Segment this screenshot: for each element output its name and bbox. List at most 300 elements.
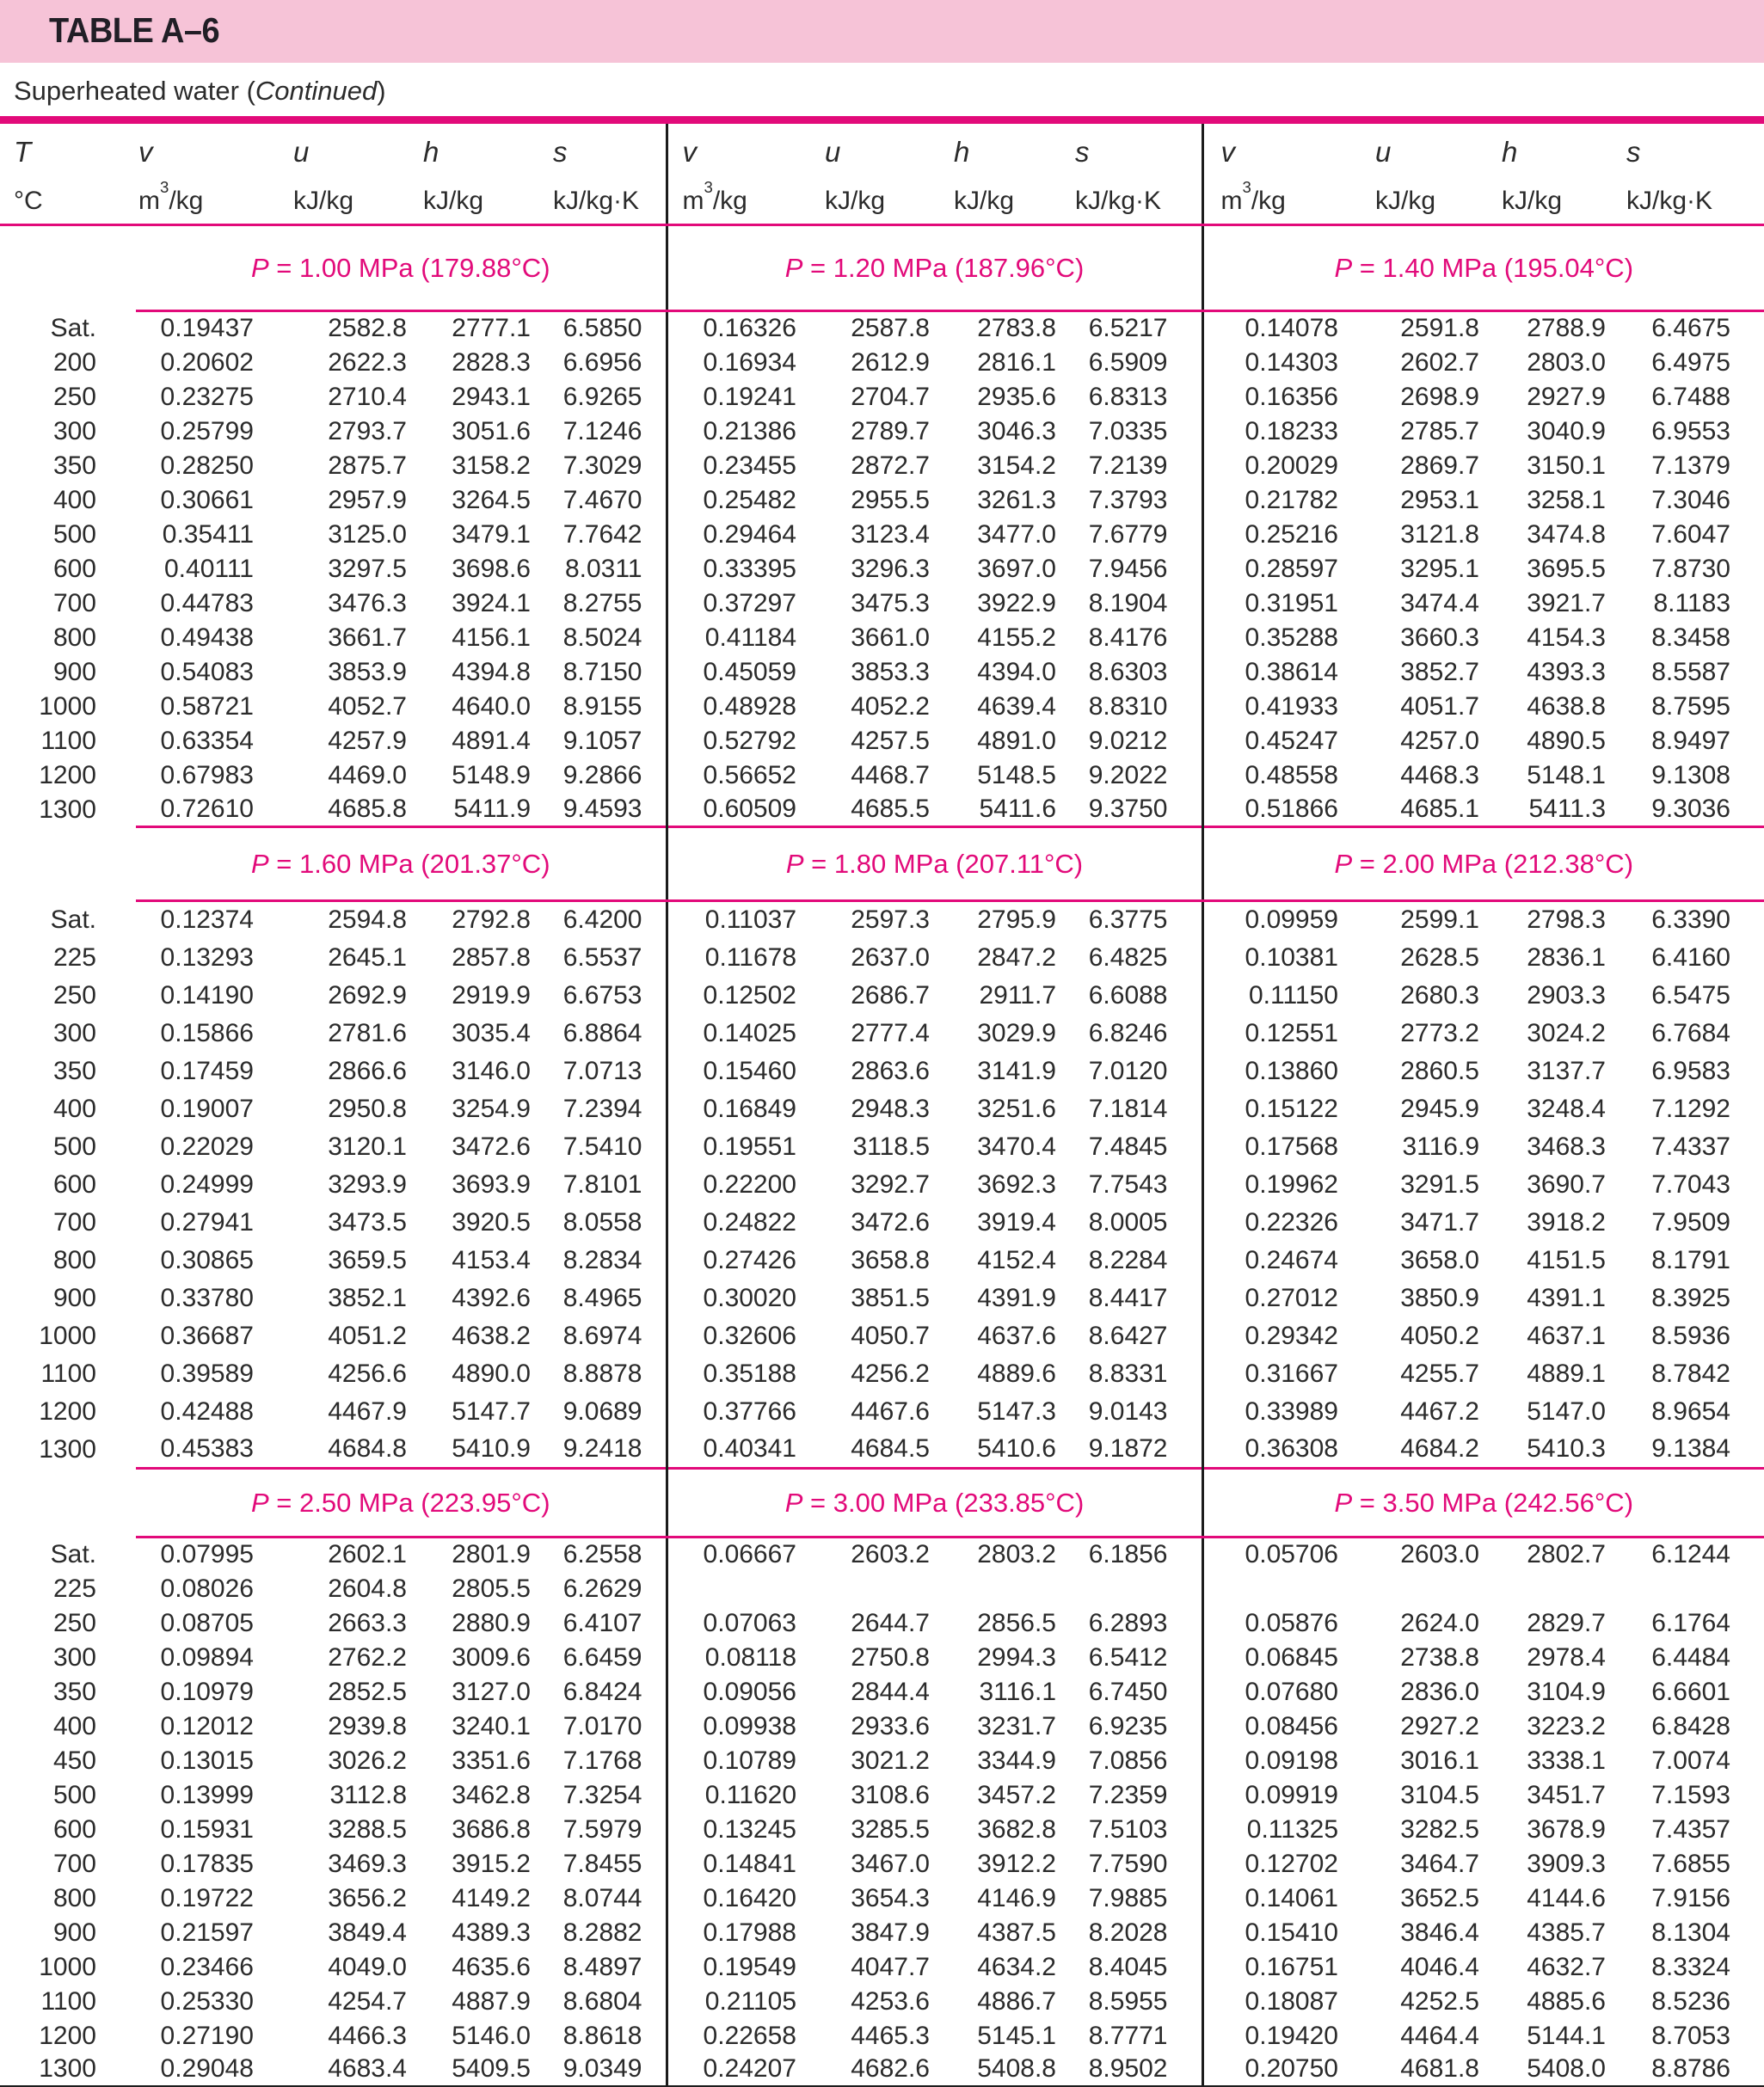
value-cell: 0.22326 — [1202, 1204, 1338, 1242]
temp-cell: 225 — [52, 942, 96, 972]
value-cell: 0.11150 — [1202, 977, 1338, 1015]
value-cell: 7.1593 — [1651, 1780, 1730, 1809]
value-cell: 6.5909 — [1088, 347, 1168, 377]
value-cell: 4391.9 — [977, 1283, 1056, 1312]
value-cell: 4640.0 — [452, 691, 531, 721]
value-cell: 3285.5 — [851, 1814, 930, 1844]
value-cell: 4255.7 — [1400, 1359, 1479, 1388]
value-cell: 2836.1 — [1527, 942, 1606, 972]
value-cell: 2604.8 — [328, 1574, 407, 1603]
value-cell: 5146.0 — [452, 2021, 531, 2050]
value-cell: 2594.8 — [328, 905, 407, 935]
value-cell: 0.30865 — [160, 1245, 254, 1274]
value-cell: 8.7595 — [1651, 691, 1730, 721]
value-cell: 0.13293 — [160, 942, 254, 972]
value-cell: 2798.3 — [1527, 905, 1606, 935]
value-cell: 0.24999 — [160, 1169, 254, 1199]
value-cell: 0.32606 — [667, 1317, 796, 1355]
temp-cell: 400 — [52, 485, 96, 514]
value-cell: 7.2359 — [1088, 1780, 1168, 1809]
col-header-u: u — [825, 136, 841, 168]
value-cell: 0.07063 — [667, 1606, 796, 1641]
value-cell: 3258.1 — [1527, 485, 1606, 514]
value-cell: 8.4417 — [1088, 1283, 1168, 1312]
temp-cell: 1100 — [40, 1986, 96, 2016]
value-cell: 7.1246 — [562, 416, 642, 445]
value-cell: 4469.0 — [328, 760, 407, 789]
value-cell: 3127.0 — [452, 1677, 531, 1706]
value-cell: 2950.8 — [328, 1094, 407, 1123]
value-cell: 0.38614 — [1202, 655, 1338, 690]
value-cell: 7.9885 — [1088, 1883, 1168, 1912]
value-cell: 8.4965 — [562, 1283, 642, 1312]
temp-cell: 200 — [52, 347, 96, 377]
temp-cell: 250 — [52, 980, 96, 1010]
value-cell: 9.0349 — [531, 2053, 667, 2087]
value-cell: 3850.9 — [1400, 1283, 1479, 1312]
value-cell: 3104.9 — [1527, 1677, 1606, 1706]
value-cell: 0.11037 — [667, 901, 796, 939]
value-cell: 3154.2 — [977, 451, 1056, 480]
value-cell: 0.14025 — [667, 1015, 796, 1053]
value-cell: 4052.7 — [328, 691, 407, 721]
col-header-h: h — [1502, 136, 1518, 168]
value-cell: 8.0005 — [1088, 1207, 1168, 1237]
value-cell: 0.21782 — [1202, 483, 1338, 518]
value-cell: 3120.1 — [328, 1132, 407, 1161]
pressure-header: P = 3.50 MPa (242.56°C) — [1202, 1469, 1764, 1538]
value-cell: 3686.8 — [452, 1814, 531, 1844]
value-cell: 9.0689 — [562, 1396, 642, 1426]
value-cell: 4684.5 — [851, 1433, 930, 1463]
temp-cell: 1300 — [39, 795, 96, 824]
value-cell: 4049.0 — [328, 1952, 407, 1981]
value-cell: 2856.5 — [977, 1608, 1056, 1637]
value-cell: 5411.9 — [453, 794, 531, 823]
value-cell: 2792.8 — [452, 905, 531, 935]
value-cell: 5411.6 — [979, 794, 1056, 823]
value-cell: 6.7488 — [1651, 382, 1730, 411]
value-cell: 3468.3 — [1527, 1132, 1606, 1161]
value-cell: 4392.6 — [452, 1283, 531, 1312]
pressure-header: P = 1.80 MPa (207.11°C) — [667, 827, 1202, 901]
value-cell: 8.6303 — [1088, 657, 1168, 686]
value-cell: 7.1814 — [1088, 1094, 1168, 1123]
value-cell: 0.33989 — [1202, 1393, 1338, 1431]
value-cell: 4154.3 — [1527, 623, 1606, 652]
value-cell: 9.1384 — [1651, 1433, 1730, 1463]
value-cell: 0.24674 — [1202, 1242, 1338, 1280]
value-cell: 0.31667 — [1202, 1355, 1338, 1393]
value-cell: 3123.4 — [851, 519, 930, 549]
value-cell: 7.2139 — [1088, 451, 1168, 480]
value-cell: 0.17988 — [667, 1916, 796, 1950]
value-cell: 0.15410 — [1202, 1916, 1338, 1950]
value-cell: 2863.6 — [851, 1056, 930, 1085]
temp-cell: 1200 — [39, 760, 96, 789]
value-cell: 3261.3 — [977, 485, 1056, 514]
value-cell: 0.16934 — [667, 346, 796, 380]
value-cell: 0.16356 — [1202, 380, 1338, 414]
value-cell: 7.6047 — [1651, 519, 1730, 549]
value-cell: 0.39589 — [160, 1359, 254, 1388]
value-cell: 4685.1 — [1400, 794, 1479, 823]
value-cell: 8.6427 — [1088, 1321, 1168, 1350]
value-cell: 8.1304 — [1651, 1918, 1730, 1947]
value-cell: 2927.9 — [1527, 382, 1606, 411]
value-cell: 0.06667 — [667, 1538, 796, 1572]
value-cell: 3475.3 — [851, 588, 930, 617]
value-cell: 0.28597 — [1202, 552, 1338, 586]
pressure-row-spacer — [0, 225, 136, 311]
value-cell: 0.56652 — [667, 758, 796, 793]
value-cell: 0.09056 — [667, 1675, 796, 1709]
value-cell: 8.0558 — [562, 1207, 642, 1237]
value-cell: 3009.6 — [452, 1642, 531, 1672]
value-cell: 5408.8 — [930, 2053, 1056, 2087]
temp-cell: 600 — [52, 1169, 96, 1199]
value-cell: 0.08026 — [160, 1574, 254, 1603]
value-cell: 2783.8 — [977, 314, 1056, 343]
value-cell: 6.2893 — [1088, 1608, 1168, 1637]
value-cell: 0.14303 — [1202, 346, 1338, 380]
value-cell: 8.4176 — [1088, 623, 1168, 652]
temp-cell: Sat. — [50, 1539, 96, 1568]
value-cell: 6.8246 — [1088, 1018, 1168, 1047]
value-cell: 2789.7 — [851, 416, 930, 445]
value-cell: 2939.8 — [328, 1711, 407, 1740]
value-cell: 6.4675 — [1651, 314, 1730, 343]
value-cell: 3920.5 — [452, 1207, 531, 1237]
value-cell: 4886.7 — [977, 1986, 1056, 2016]
value-cell: 7.0170 — [562, 1711, 642, 1740]
value-cell: 3121.8 — [1400, 519, 1479, 549]
value-cell: 8.5236 — [1651, 1986, 1730, 2016]
value-cell: 2872.7 — [851, 451, 930, 480]
value-cell: 2836.0 — [1400, 1677, 1479, 1706]
value-cell: 6.8424 — [562, 1677, 642, 1706]
value-cell: 4047.7 — [851, 1952, 930, 1981]
steam-table — [0, 124, 1764, 2087]
value-cell: 0.41933 — [1202, 690, 1338, 724]
value-cell: 8.7771 — [1088, 2021, 1168, 2050]
value-cell: 4391.1 — [1527, 1283, 1606, 1312]
value-cell: 0.21105 — [667, 1985, 796, 2019]
value-cell: 5409.5 — [407, 2053, 531, 2087]
temp-cell: 500 — [52, 519, 96, 549]
value-cell: 8.0311 — [564, 554, 642, 583]
value-cell: 3146.0 — [452, 1056, 531, 1085]
value-cell: 9.3750 — [1088, 794, 1168, 823]
temp-cell: 600 — [52, 1814, 96, 1844]
value-cell: 0.27190 — [160, 2021, 254, 2050]
value-cell: 0.35288 — [1202, 621, 1338, 655]
temp-cell: 250 — [52, 1608, 96, 1637]
value-cell — [930, 1572, 1056, 1606]
value-cell: 6.1764 — [1651, 1608, 1730, 1637]
value-cell: 8.6804 — [562, 1986, 642, 2016]
value-cell: 6.5412 — [1088, 1642, 1168, 1672]
value-cell: 4050.7 — [851, 1321, 930, 1350]
value-cell: 8.3925 — [1651, 1283, 1730, 1312]
temp-cell: 400 — [52, 1094, 96, 1123]
value-cell: 3477.0 — [977, 519, 1056, 549]
value-cell: 7.4670 — [562, 485, 642, 514]
table-subtitle — [0, 63, 1764, 116]
value-cell: 3658.0 — [1400, 1245, 1479, 1274]
value-cell: 0.23275 — [160, 382, 254, 411]
value-cell: 5148.5 — [977, 760, 1056, 789]
value-cell: 2781.6 — [328, 1018, 407, 1047]
col-unit-s: kJ/kg·K — [531, 170, 667, 225]
value-cell: 2602.7 — [1400, 347, 1479, 377]
value-cell: 4468.3 — [1400, 760, 1479, 789]
col-unit-v: $m^3/kg$ — [136, 170, 254, 225]
value-cell: 0.12012 — [160, 1711, 254, 1740]
value-cell: 5144.1 — [1527, 2021, 1606, 2050]
value-cell: 0.16849 — [667, 1090, 796, 1128]
value-cell: 6.5217 — [1088, 314, 1168, 343]
value-cell: 3915.2 — [452, 1849, 531, 1878]
value-cell: 3021.2 — [851, 1746, 930, 1775]
value-cell: 7.0713 — [562, 1056, 642, 1085]
value-cell: 9.1308 — [1651, 760, 1730, 789]
value-cell: 7.8730 — [1651, 554, 1730, 583]
value-cell: 3344.9 — [977, 1746, 1056, 1775]
value-cell: 6.8313 — [1088, 382, 1168, 411]
value-cell: 5148.9 — [452, 760, 531, 789]
value-cell: 0.48558 — [1202, 758, 1338, 793]
value-cell: 6.8864 — [562, 1018, 642, 1047]
value-cell: 8.8786 — [1606, 2053, 1764, 2087]
value-cell: 2597.3 — [851, 905, 930, 935]
value-cell: 6.4825 — [1088, 942, 1168, 972]
value-cell: 3125.0 — [328, 519, 407, 549]
value-cell: 0.13015 — [160, 1746, 254, 1775]
value-cell: 0.35411 — [162, 519, 254, 549]
value-cell: 6.5537 — [562, 942, 642, 972]
value-cell: 3297.5 — [328, 554, 407, 583]
value-cell: 2803.0 — [1527, 347, 1606, 377]
value-cell: 2644.7 — [851, 1608, 930, 1637]
value-cell — [796, 1572, 930, 1606]
value-cell: 0.05876 — [1202, 1606, 1338, 1641]
value-cell: 4394.8 — [452, 657, 531, 686]
temp-cell: 300 — [52, 1018, 96, 1047]
value-cell: 0.07680 — [1202, 1675, 1338, 1709]
value-cell: 7.7590 — [1088, 1849, 1168, 1878]
value-cell: 2602.1 — [328, 1540, 407, 1569]
value-cell: 2945.9 — [1400, 1094, 1479, 1123]
value-cell: 0.30020 — [667, 1280, 796, 1317]
value-cell: 3476.3 — [328, 588, 407, 617]
value-cell: 0.19551 — [667, 1128, 796, 1166]
temp-cell: 700 — [52, 1849, 96, 1878]
value-cell: 4466.3 — [328, 2021, 407, 2050]
value-cell: 0.14190 — [160, 980, 254, 1010]
pressure-header: P = 3.00 MPa (233.85°C) — [667, 1469, 1202, 1538]
value-cell: 8.4897 — [562, 1952, 642, 1981]
col-header-h: h — [954, 136, 970, 168]
value-cell: 0.07995 — [160, 1540, 254, 1569]
value-cell: 8.2755 — [562, 588, 642, 617]
col-unit-s: kJ/kg·K — [1056, 170, 1202, 225]
value-cell: 5408.0 — [1479, 2053, 1606, 2087]
value-cell: 7.4845 — [1088, 1132, 1168, 1161]
value-cell: 2612.9 — [851, 347, 930, 377]
value-cell: 8.8310 — [1088, 691, 1168, 721]
value-cell: 2710.4 — [328, 382, 407, 411]
value-cell: 0.13860 — [1202, 1053, 1338, 1090]
value-cell: 6.4107 — [562, 1608, 642, 1637]
value-cell: 8.2028 — [1088, 1918, 1168, 1947]
value-cell: 0.15866 — [160, 1018, 254, 1047]
value-cell: 7.8101 — [562, 1169, 642, 1199]
value-cell: 2698.9 — [1400, 382, 1479, 411]
temp-cell: 250 — [52, 382, 96, 411]
value-cell: 3141.9 — [977, 1056, 1056, 1085]
value-cell: 2645.1 — [328, 942, 407, 972]
value-cell: 2599.1 — [1400, 905, 1479, 935]
col-unit-v: $m^3/kg$ — [1202, 170, 1338, 225]
value-cell: 5410.3 — [1527, 1433, 1606, 1463]
col-header-s: s — [1626, 136, 1641, 168]
value-cell: 3682.8 — [977, 1814, 1056, 1844]
value-cell: 0.19007 — [160, 1094, 254, 1123]
value-cell: 0.37297 — [667, 586, 796, 621]
value-cell: 4467.6 — [851, 1396, 930, 1426]
value-cell: 7.3029 — [562, 451, 642, 480]
value-cell: 2663.3 — [328, 1608, 407, 1637]
value-cell: 0.21386 — [667, 414, 796, 449]
value-cell: 4393.3 — [1527, 657, 1606, 686]
value-cell: 6.8428 — [1651, 1711, 1730, 1740]
value-cell: 7.6779 — [1088, 519, 1168, 549]
value-cell: 2624.0 — [1400, 1608, 1479, 1637]
value-cell: 7.1768 — [562, 1746, 642, 1775]
value-cell: 7.4337 — [1651, 1132, 1730, 1161]
value-cell: 8.2882 — [562, 1918, 642, 1947]
value-cell: 9.1057 — [562, 726, 642, 755]
value-cell: 3661.0 — [851, 623, 930, 652]
value-cell: 4685.8 — [328, 794, 407, 823]
value-cell: 0.51866 — [1202, 793, 1338, 827]
value-cell: 3288.5 — [328, 1814, 407, 1844]
value-cell: 3158.2 — [452, 451, 531, 480]
value-cell: 6.2629 — [562, 1574, 642, 1603]
value-cell: 0.16326 — [667, 311, 796, 346]
value-cell: 3296.3 — [851, 554, 930, 583]
value-cell: 9.2418 — [562, 1433, 642, 1463]
value-cell: 3678.9 — [1527, 1814, 1606, 1844]
value-cell: 2953.1 — [1400, 485, 1479, 514]
value-cell: 0.09894 — [160, 1642, 254, 1672]
value-cell: 7.3254 — [562, 1780, 642, 1809]
value-cell: 6.3390 — [1651, 905, 1730, 935]
value-cell: 0.29342 — [1202, 1317, 1338, 1355]
value-cell: 3853.3 — [851, 657, 930, 686]
col-unit-u: kJ/kg — [1338, 170, 1479, 225]
temp-cell: 225 — [52, 1574, 96, 1603]
value-cell: 3479.1 — [452, 519, 531, 549]
col-unit-u: kJ/kg — [796, 170, 930, 225]
value-cell: 8.9155 — [562, 691, 642, 721]
value-cell: 3921.7 — [1527, 588, 1606, 617]
value-cell: 0.12551 — [1202, 1015, 1338, 1053]
value-cell: 3026.2 — [328, 1746, 407, 1775]
value-cell: 3462.8 — [452, 1780, 531, 1809]
value-cell: 4253.6 — [851, 1986, 930, 2016]
value-cell: 4257.0 — [1400, 726, 1479, 755]
value-cell: 2994.3 — [977, 1642, 1056, 1672]
value-cell: 3223.2 — [1527, 1711, 1606, 1740]
value-cell: 0.20750 — [1202, 2053, 1338, 2087]
temp-cell: 900 — [52, 1283, 96, 1312]
value-cell: 3251.6 — [977, 1094, 1056, 1123]
value-cell: 4256.6 — [328, 1359, 407, 1388]
value-cell: 2816.1 — [977, 347, 1056, 377]
temp-cell: Sat. — [50, 905, 96, 934]
value-cell: 0.15122 — [1202, 1090, 1338, 1128]
value-cell: 2603.0 — [1400, 1540, 1479, 1569]
temp-cell: 800 — [52, 1883, 96, 1912]
value-cell: 0.22029 — [160, 1132, 254, 1161]
value-cell: 3116.9 — [1402, 1132, 1479, 1161]
value-cell: 0.21597 — [160, 1918, 254, 1947]
value-cell: 0.58721 — [160, 691, 254, 721]
value-cell: 0.18233 — [1202, 414, 1338, 449]
value-cell: 5410.9 — [452, 1433, 531, 1463]
value-cell: 2692.9 — [328, 980, 407, 1010]
value-cell: 2802.7 — [1527, 1540, 1606, 1569]
col-unit-v: $m^3/kg$ — [667, 170, 796, 225]
value-cell: 0.16751 — [1202, 1950, 1338, 1985]
value-cell — [667, 1572, 796, 1606]
value-cell: 6.9235 — [1088, 1711, 1168, 1740]
value-cell: 0.11325 — [1202, 1813, 1338, 1847]
value-cell: 7.2394 — [562, 1094, 642, 1123]
value-cell: 5410.6 — [977, 1433, 1056, 1463]
col-unit-T: °C — [0, 170, 136, 225]
value-cell: 8.3324 — [1651, 1952, 1730, 1981]
value-cell: 6.6088 — [1088, 980, 1168, 1010]
value-cell: 3846.4 — [1400, 1918, 1479, 1947]
value-cell: 0.19722 — [160, 1883, 254, 1912]
value-cell: 0.45247 — [1202, 724, 1338, 758]
value-cell: 3451.7 — [1527, 1780, 1606, 1809]
temp-cell: 900 — [52, 1918, 96, 1947]
value-cell: 3150.1 — [1527, 451, 1606, 480]
value-cell: 3697.0 — [977, 554, 1056, 583]
value-cell: 8.2284 — [1088, 1245, 1168, 1274]
value-cell: 7.7543 — [1088, 1169, 1168, 1199]
value-cell: 9.4593 — [562, 794, 642, 823]
value-cell: 0.12702 — [1202, 1847, 1338, 1881]
value-cell — [1056, 1572, 1202, 1606]
value-cell: 2704.7 — [851, 382, 930, 411]
value-cell: 0.13245 — [667, 1813, 796, 1847]
temp-cell: 300 — [52, 1642, 96, 1672]
temp-cell: 700 — [52, 1207, 96, 1237]
value-cell: 3661.7 — [328, 623, 407, 652]
value-cell: 2911.7 — [979, 980, 1056, 1010]
value-cell: 0.63354 — [160, 726, 254, 755]
pressure-header: P = 1.20 MPa (187.96°C) — [667, 225, 1202, 311]
value-cell: 0.25216 — [1202, 518, 1338, 552]
value-cell: 3035.4 — [452, 1018, 531, 1047]
value-cell: 4682.6 — [796, 2053, 930, 2087]
value-cell: 4467.2 — [1400, 1396, 1479, 1426]
